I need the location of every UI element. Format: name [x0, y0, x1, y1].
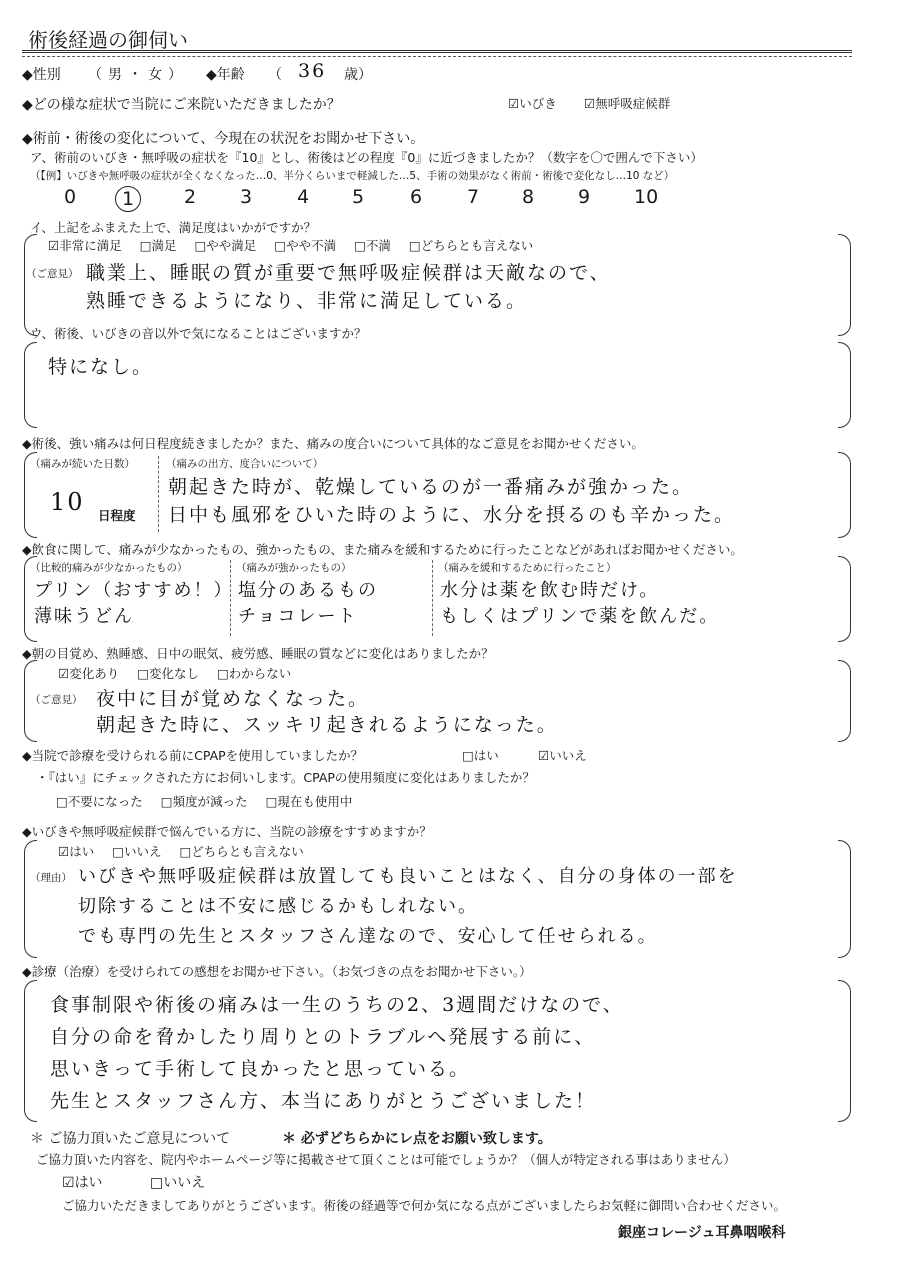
- q6-sub-option-reduced[interactable]: □頻度が減った: [160, 794, 248, 809]
- scale-1-selected[interactable]: [120, 186, 136, 212]
- q7-option-no[interactable]: □いいえ: [112, 844, 162, 859]
- age-open: （: [268, 67, 282, 83]
- q5-opinion-label: （ご意見）: [30, 694, 83, 706]
- satisfaction-satisfied[interactable]: □満足: [139, 238, 177, 253]
- q3-days-value: 10: [50, 488, 85, 516]
- q1-question: ◆どの様な症状で当院にご来院いただきましたか？: [22, 97, 341, 113]
- page-title: 術後経過の御伺い: [28, 28, 188, 52]
- scale-2[interactable]: 2: [184, 186, 197, 208]
- q4-strong-line-2: チョコレート: [238, 606, 358, 627]
- scale-8[interactable]: 8: [522, 186, 535, 208]
- footer-heading-2: ＊ 必ずどちらかにレ点をお願い致します。: [282, 1131, 552, 1147]
- bracket-right: [838, 234, 851, 336]
- q3-question: ◆術後、強い痛みは何日程度続きましたか？また、痛みの度合いについて具体的なご意見をお聞かせください。: [22, 436, 644, 451]
- q8-line-2: 自分の命を脅かしたり周りとのトラブルへ発展する前に、: [50, 1026, 596, 1048]
- q6-sub-option-unneeded[interactable]: □不要になった: [56, 794, 143, 809]
- q5-question: ◆朝の目覚め、熟睡感、日中の眠気、疲労感、睡眠の質などに変化はありましたか？: [22, 646, 494, 661]
- age-label: ◆年齢: [206, 67, 245, 83]
- footer-thanks: ご協力いただきましてありがとうございます。術後の経過等で何か気になる点がございましたらお気軽に御問い合わせください。: [62, 1198, 787, 1213]
- q5-option-no-change[interactable]: □変化なし: [137, 666, 200, 681]
- bracket-right: [838, 452, 851, 538]
- q6-sub-question: ・『はい』にチェックされた方にお伺いします。CPAPの使用頻度に変化はありましたか？: [36, 770, 535, 785]
- q5-opinion-line-2: 朝起きた時に、スッキリ起きれるようになった。: [96, 714, 558, 736]
- q4-divider-2: [432, 560, 433, 636]
- bracket-right: [838, 556, 851, 642]
- footer-option-no[interactable]: □いいえ: [150, 1175, 206, 1191]
- q6-option-no[interactable]: ☑いいえ: [538, 748, 587, 763]
- q3-degree-line-2: 日中も風邪をひいた時のように、水分を摂るのも辛かった。: [168, 504, 736, 526]
- satisfaction-very-satisfied[interactable]: ☑非常に満足: [48, 238, 122, 253]
- q3-degree-line-1: 朝起きた時が、乾燥しているのが一番痛みが強かった。: [168, 476, 694, 498]
- q4-divider-1: [230, 560, 231, 636]
- q8-line-4: 先生とスタッフさん方、本当にありがとうございました！: [50, 1090, 597, 1112]
- q7-reason-line-3: でも専門の先生とスタッフさん達なので、安心して任せられる。: [78, 926, 658, 947]
- selected-circle: 1: [115, 186, 141, 212]
- scale-0[interactable]: 0: [64, 186, 77, 208]
- scale-10[interactable]: 10: [634, 186, 659, 208]
- satisfaction-somewhat-satisfied[interactable]: □やや満足: [194, 238, 257, 253]
- q3-divider: [158, 456, 159, 532]
- bracket-right: [838, 840, 851, 958]
- q6-sub-option-still-using[interactable]: □現在も使用中: [265, 794, 353, 809]
- q2-u-answer: 特になし。: [48, 356, 154, 378]
- q6-question: ◆当院で診療を受けられる前にCPAPを使用していましたか？: [22, 748, 364, 763]
- bracket-right: [838, 660, 851, 742]
- q7-option-neither[interactable]: □どちらとも言えない: [179, 844, 304, 859]
- satisfaction-neither[interactable]: □どちらとも言えない: [408, 238, 534, 253]
- scale-5[interactable]: 5: [352, 186, 365, 208]
- title-divider: [22, 50, 852, 53]
- q3-degree-label: （痛みの出方、度合いについて）: [166, 458, 324, 470]
- q8-line-1: 食事制限や術後の痛みは一生のうちの2、3週間だけなので、: [50, 994, 624, 1016]
- q4-question: ◆飲食に関して、痛みが少なかったもの、強かったもの、また痛みを緩和するために行ったことなどがあればお聞かせください。: [22, 542, 743, 557]
- q1-option-apnea[interactable]: ☑無呼吸症候群: [584, 96, 671, 111]
- q2-a-question: ア、術前のいびき・無呼吸の症状を『10』とし、術後はどの程度『0』に近づきましたか？（数字を〇で囲んで下さい）: [30, 150, 703, 165]
- bracket-left: [24, 840, 37, 958]
- q3-days-label: （痛みが続いた日数）: [30, 458, 135, 470]
- q8-question: ◆診療（治療）を受けられての感想をお聞かせ下さい。（お気づきの点をお聞かせ下さい。）: [22, 964, 532, 979]
- scale-7[interactable]: 7: [467, 186, 480, 208]
- bracket-right: [838, 980, 851, 1122]
- footer-option-yes[interactable]: ☑はい: [62, 1175, 103, 1191]
- q2-u-question: ウ、術後、いびきの音以外で気になることはございますか？: [30, 326, 367, 341]
- q4-less-line-1: プリン（おすすめ！）: [34, 580, 234, 601]
- q4-strong-line-1: 塩分のあるもの: [238, 580, 378, 601]
- q2-heading: ◆術前・術後の変化について、今現在の状況をお聞かせ下さい。: [22, 131, 425, 147]
- q3-days-unit: 日程度: [98, 508, 136, 523]
- q4-less-line-2: 薄味うどん: [34, 606, 134, 627]
- q2-example: （【例】いびきや無呼吸の症状が全くなくなった…0、半分くらいまで軽減した…5、手術の効果がなく術前・術後で変化なし…10 など）: [30, 170, 675, 182]
- satisfaction-dissatisfied[interactable]: □不満: [354, 238, 391, 253]
- bracket-left: [24, 980, 37, 1122]
- scale-4[interactable]: 4: [297, 186, 310, 208]
- scale-6[interactable]: 6: [410, 186, 423, 208]
- q8-line-3: 思いきって手術して良かったと思っている。: [50, 1058, 471, 1080]
- bracket-left: [24, 342, 37, 428]
- scale-9[interactable]: 9: [578, 186, 591, 208]
- bracket-left: [24, 234, 37, 336]
- q7-option-yes[interactable]: ☑はい: [58, 844, 95, 859]
- q2-i-question: イ、上記をふまえた上で、満足度はいかがですか？: [30, 220, 317, 235]
- q5-option-changed[interactable]: ☑変化あり: [58, 666, 120, 681]
- footer-heading-1: ＊ ご協力頂いたご意見について: [30, 1131, 231, 1147]
- bracket-right: [838, 342, 851, 428]
- q4-strong-label: （痛みが強かったもの）: [236, 562, 352, 574]
- q4-relief-label: （痛みを緩和するために行ったこと）: [438, 562, 617, 574]
- q4-relief-line-2: もしくはプリンで薬を飲んだ。: [440, 606, 720, 627]
- age-value: 36: [298, 60, 327, 82]
- footer-question: ご協力頂いた内容を、院内やホームページ等に掲載させて頂くことは可能でしょうか？（個人が特定される事はありません）: [36, 1152, 736, 1167]
- q7-reason-line-1: いびきや無呼吸症候群は放置しても良いことはなく、自分の身体の一部を: [78, 866, 738, 887]
- q1-option-snoring[interactable]: ☑いびき: [508, 96, 557, 111]
- q6-option-yes[interactable]: □はい: [462, 748, 499, 763]
- age-close: 歳）: [344, 67, 372, 83]
- q2-opinion-line-2: 熟睡できるようになり、非常に満足している。: [86, 290, 528, 312]
- q4-relief-line-1: 水分は薬を飲む時だけ。: [440, 580, 660, 601]
- q4-less-label: （比較的痛みが少なかったもの）: [30, 562, 188, 574]
- q2-opinion-label: （ご意見）: [26, 268, 79, 280]
- q5-opinion-line-1: 夜中に目が覚めなくなった。: [96, 688, 370, 710]
- satisfaction-somewhat-dissatisfied[interactable]: □やや不満: [274, 238, 337, 253]
- q2-opinion-line-1: 職業上、睡眠の質が重要で無呼吸症候群は天敵なので、: [86, 262, 611, 284]
- q5-option-unknown[interactable]: □わからない: [217, 666, 292, 681]
- clinic-name: 銀座コレージュ耳鼻咽喉科: [618, 1225, 786, 1241]
- scale-3[interactable]: 3: [240, 186, 253, 208]
- q7-question: ◆いびきや無呼吸症候群で悩んでいる方に、当院の診療をすすめますか？: [22, 824, 432, 839]
- gender-value: （男・女）: [88, 67, 188, 83]
- q7-reason-label: （理由）: [30, 872, 72, 884]
- gender-label: ◆性別: [22, 67, 61, 83]
- q7-reason-line-2: 切除することは不安に感じるかもしれない。: [78, 896, 478, 917]
